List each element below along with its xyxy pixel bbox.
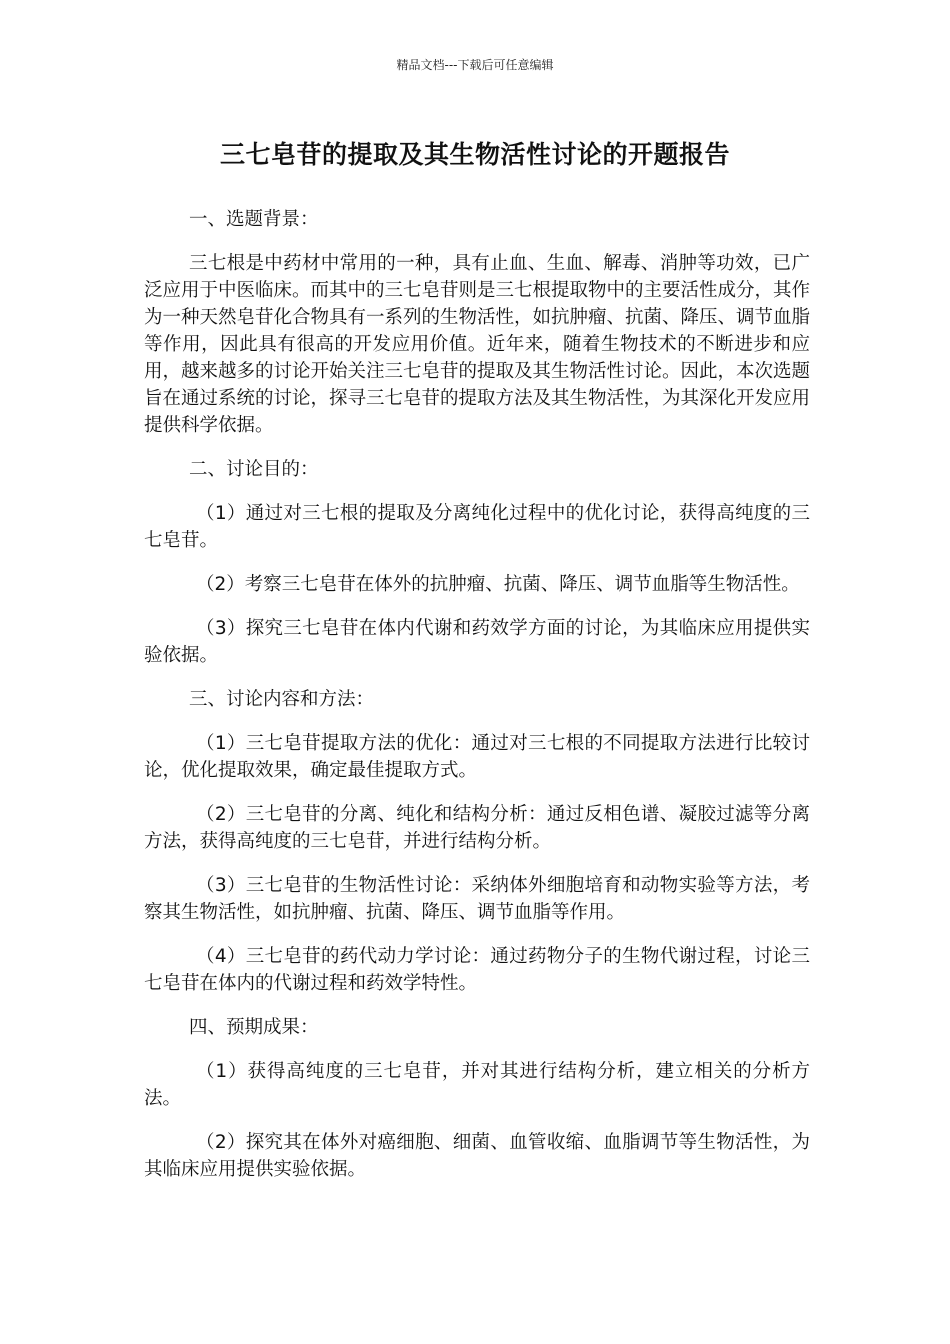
section-objectives xyxy=(144,456,810,669)
list-item: （2）考察三七皂苷在体外的抗肿瘤、抗菌、降压、调节血脂等生物活性。 xyxy=(196,574,800,595)
list-item: （1）获得高纯度的三七皂苷，并对其进行结构分析，建立相关的分析方法。 xyxy=(144,1061,810,1109)
section-heading: 四、预期成果： xyxy=(189,1017,319,1038)
section-expected-results xyxy=(144,1014,810,1183)
list-item: （2）探究其在体外对癌细胞、细菌、血管收缩、血脂调节等生物活性，为其临床应用提供实验依据。 xyxy=(144,1132,810,1180)
list-item: （4）三七皂苷的药代动力学讨论：通过药物分子的生物代谢过程，讨论三七皂苷在体内的代谢过程和药效学特性。 xyxy=(144,946,810,994)
section-heading: 二、讨论目的： xyxy=(189,459,319,480)
document-body xyxy=(144,206,810,1200)
section-background xyxy=(144,206,810,439)
section-methods xyxy=(144,686,810,997)
paragraph: 三七根是中药材中常用的一种，具有止血、生血、解毒、消肿等功效，已广泛应用于中医临床。而其中的三七皂苷则是三七根提取物中的主要活性成分，其作为一种天然皂苷化合物具有一系列的生物活性，如抗肿瘤、抗菌、降压、调节血脂等作用，因此具有很高的开发应用价值。近年来，随着生物技术的不断进步和应用，越来越多的讨论开始关注三七皂苷的提取及其生物活性讨论。因此，本次选题旨在通过系统的讨论，探寻三七皂苷的提取方法及其生物活性，为其深化开发应用提供科学依据。 xyxy=(144,253,811,436)
list-item: （2）三七皂苷的分离、纯化和结构分析：通过反相色谱、凝胶过滤等分离方法，获得高纯度的三七皂苷，并进行结构分析。 xyxy=(144,804,810,852)
section-heading: 三、讨论内容和方法： xyxy=(189,689,375,710)
list-item: （3）探究三七皂苷在体内代谢和药效学方面的讨论，为其临床应用提供实验依据。 xyxy=(144,618,810,666)
list-item: （3）三七皂苷的生物活性讨论：采纳体外细胞培育和动物实验等方法，考察其生物活性，如抗肿瘤、抗菌、降压、调节血脂等作用。 xyxy=(144,875,810,923)
list-item: （1）三七皂苷提取方法的优化：通过对三七根的不同提取方法进行比较讨论，优化提取效果，确定最佳提取方式。 xyxy=(144,733,810,781)
page-header: 精品文档---下载后可任意编辑 xyxy=(396,58,554,72)
section-heading: 一、选题背景： xyxy=(189,209,319,230)
document-title: 三七皂苷的提取及其生物活性讨论的开题报告 xyxy=(219,140,730,169)
list-item: （1）通过对三七根的提取及分离纯化过程中的优化讨论，获得高纯度的三七皂苷。 xyxy=(144,503,810,551)
